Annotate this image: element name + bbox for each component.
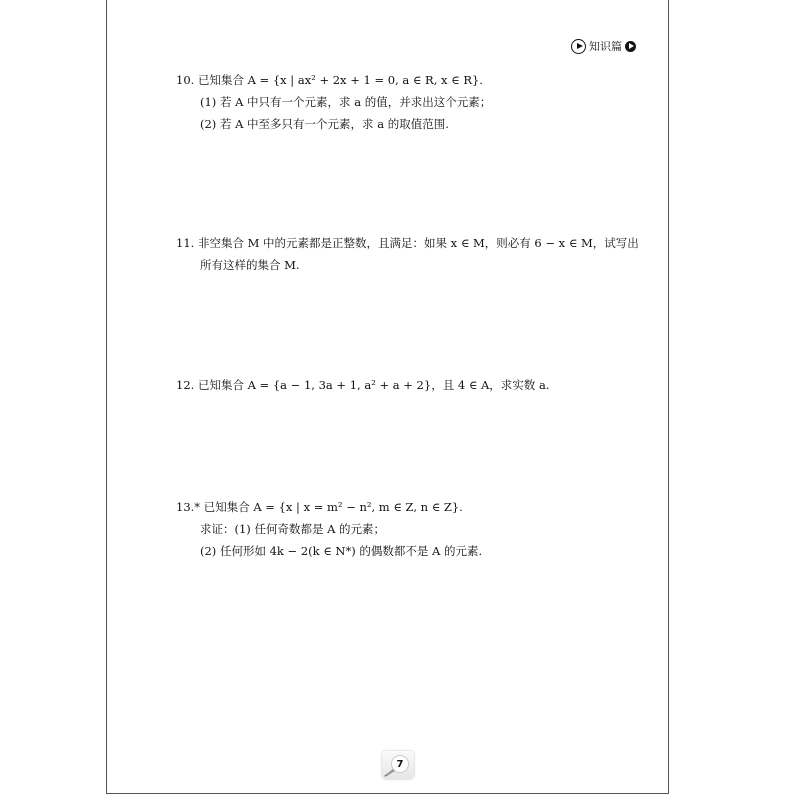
question-part: 求证：(1) 任何奇数都是 A 的元素；	[200, 522, 386, 536]
question-stem: 10. 已知集合 A = {x | ax² + 2x + 1 = 0, a ∈ R, x ∈ R}.	[176, 73, 483, 87]
question-part: (1) 若 A 中只有一个元素，求 a 的值，并求出这个元素；	[200, 95, 492, 109]
question-13	[176, 499, 482, 559]
question-part: (2) 任何形如 4k − 2(k ∈ N*) 的偶数都不是 A 的元素.	[200, 544, 483, 558]
section-header	[571, 37, 636, 55]
question-part: (2) 若 A 中至多只有一个元素，求 a 的取值范围.	[200, 117, 449, 131]
section-label: 知识篇	[589, 40, 622, 53]
question-stem: 12. 已知集合 A = {a − 1, 3a + 1, a² + a + 2}，且 4 ∈ A，求实数 a.	[176, 378, 550, 392]
play-outline-icon	[571, 39, 586, 54]
question-continuation: 所有这样的集合 M.	[200, 258, 300, 272]
pencil-icon	[384, 767, 398, 777]
play-solid-icon	[625, 41, 636, 52]
question-stem: 11. 非空集合 M 中的元素都是正整数，且满足：如果 x ∈ M，则必有 6 − x ∈ M，试写出	[176, 236, 639, 250]
question-stem: 13.* 已知集合 A = {x | x = m² − n², m ∈ Z, n ∈ Z}.	[176, 500, 463, 514]
question-11	[176, 235, 639, 273]
question-12	[176, 377, 549, 393]
page-number: 7	[391, 755, 409, 773]
question-10	[176, 72, 491, 132]
